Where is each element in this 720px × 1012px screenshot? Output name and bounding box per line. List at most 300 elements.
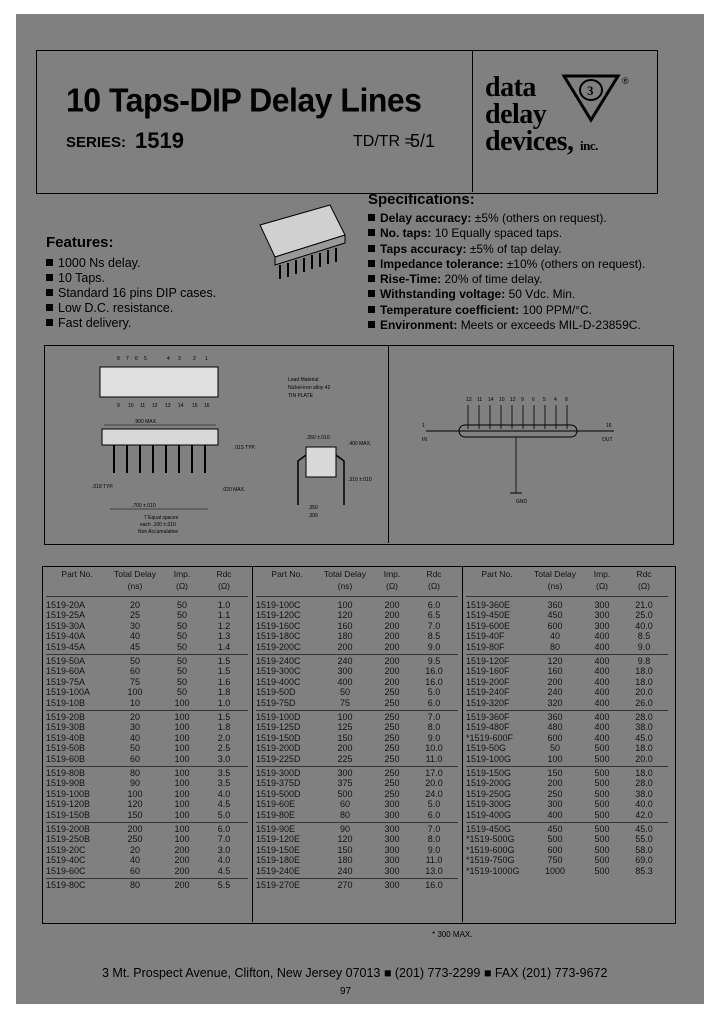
column-header-label: Total Delay	[323, 569, 367, 579]
part-number-cell: 1519-20B	[46, 712, 86, 722]
table-cell: 1000	[544, 865, 566, 876]
part-number-cell: 1519-160C	[256, 620, 301, 631]
feature-item: 1000 Ns delay.	[46, 256, 216, 271]
column-header-label: Part No.	[481, 569, 513, 579]
mechanical-and-schematic-diagram	[44, 345, 672, 543]
table-cell: 300	[337, 666, 353, 677]
table-cell: 9.8	[637, 656, 651, 666]
column-header	[110, 568, 160, 598]
footnote: * 300 MAX.	[432, 930, 473, 939]
table-cell: 250	[384, 743, 400, 754]
part-number-cell: 1519-90E	[256, 824, 296, 834]
table-cell: 9.0	[427, 844, 441, 855]
table-cell: 150	[547, 768, 563, 778]
table-cell: 11.0	[425, 753, 443, 764]
table-cell: 100	[174, 743, 190, 754]
table-cell: 250	[384, 697, 400, 708]
table-cell: 100	[174, 712, 190, 722]
table-cell: 150	[127, 809, 143, 820]
table-cell: 50	[176, 600, 187, 610]
table-cell: 4.0	[217, 788, 231, 799]
table-cell: 20.0	[635, 753, 653, 764]
table-cell: 40	[129, 631, 140, 642]
table-cell: 3.5	[217, 778, 231, 789]
table-cell: 120	[337, 610, 353, 621]
table-cell: 200	[127, 824, 143, 834]
part-number-cell: 1519-75D	[256, 697, 296, 708]
feature-item: Standard 16 pins DIP cases.	[46, 286, 216, 301]
table-cell: 480	[547, 722, 563, 733]
part-number-cell: 1519-45A	[46, 641, 86, 652]
table-cell: 400	[594, 676, 610, 687]
table-cell: 300	[594, 600, 610, 610]
part-number-cell: 1519-75A	[46, 676, 86, 687]
table-cell: 200	[384, 656, 400, 666]
part-number-cell: 1519-60B	[46, 753, 86, 764]
table-cell: 18.0	[635, 743, 653, 754]
table-cell: 6.0	[427, 809, 441, 820]
table-cell: 18.0	[635, 676, 653, 687]
table-cell: 400	[594, 656, 610, 666]
ratio-value: 5/1	[410, 131, 436, 151]
table-cell: 250	[547, 788, 563, 799]
table-cell: 200	[384, 641, 400, 652]
part-number-cell: 1519-240F	[466, 687, 510, 698]
part-number-cell: 1519-200C	[256, 641, 301, 652]
table-cell: 750	[547, 855, 563, 866]
table-cell: 500	[594, 753, 610, 764]
part-number-cell: 1519-120B	[46, 799, 91, 810]
column-header	[46, 568, 108, 598]
table-cell: 250	[127, 834, 143, 845]
part-number-cell: 1519-480F	[466, 722, 510, 733]
feature-item: Low D.C. resistance.	[46, 301, 216, 316]
part-number-cell: 1519-40F	[466, 631, 505, 642]
table-cell: 8.0	[427, 834, 441, 845]
svg-text:8: 8	[565, 397, 568, 403]
header-rule	[466, 596, 668, 597]
package-top-view	[100, 367, 218, 397]
table-cell: 30	[129, 620, 140, 631]
table-cell: 300	[384, 809, 400, 820]
equal-spaces-note-3: Non Accumulative	[138, 529, 179, 535]
part-number-cell: 1519-200D	[256, 743, 301, 754]
table-cell: 300	[384, 855, 400, 866]
svg-text:9: 9	[117, 403, 120, 409]
features-list	[46, 256, 216, 331]
column-header	[414, 568, 454, 598]
svg-text:7: 7	[126, 356, 129, 362]
table-cell: 75	[339, 697, 350, 708]
table-cell: 1.3	[217, 631, 231, 642]
svg-text:6: 6	[135, 356, 138, 362]
part-number-cell: 1519-50B	[46, 743, 86, 754]
table-cell: 125	[337, 722, 353, 733]
spec-item: No. taps: 10 Equally spaced taps.	[368, 226, 645, 241]
part-number-cell: 1519-40A	[46, 631, 86, 642]
part-number-cell: 1519-150D	[256, 732, 301, 743]
schematic-in-label: IN	[422, 437, 427, 443]
table-column-divider	[462, 566, 463, 922]
part-number-cell: 1519-120F	[466, 656, 510, 666]
svg-text:14: 14	[488, 397, 494, 403]
svg-text:12: 12	[152, 403, 158, 409]
part-number-cell: 1519-150B	[46, 809, 91, 820]
table-cell: 500	[594, 768, 610, 778]
part-number-cell: 1519-50A	[46, 656, 86, 666]
table-cell: 200	[384, 600, 400, 610]
part-number-cell: 1519-40B	[46, 732, 86, 743]
part-number-cell: 1519-30A	[46, 620, 86, 631]
part-number-cell: 1519-270E	[256, 880, 301, 890]
svg-text:3: 3	[178, 356, 181, 362]
pin-leads	[114, 445, 205, 473]
row-group-rule	[46, 878, 248, 879]
registered-mark: ®	[622, 76, 629, 86]
part-number-cell: 1519-400G	[466, 809, 512, 820]
table-cell: 400	[594, 697, 610, 708]
table-cell: 50	[176, 631, 187, 642]
part-number-cell: 1519-240C	[256, 656, 301, 666]
table-cell: 100	[174, 834, 190, 845]
specifications-list	[368, 211, 645, 333]
table-cell: 200	[174, 844, 190, 855]
table-cell: 50	[129, 743, 140, 754]
part-number-cell: 1519-240E	[256, 865, 301, 876]
svg-text:12: 12	[510, 397, 516, 403]
table-cell: 240	[337, 865, 353, 876]
part-number-cell: 1519-450G	[466, 824, 512, 834]
part-number-cell: 1519-600E	[466, 620, 511, 631]
row-group-rule	[46, 654, 248, 655]
part-number-cell: 1519-100A	[46, 687, 91, 698]
table-cell: 16.0	[425, 880, 443, 890]
table-cell: 450	[547, 824, 563, 834]
table-cell: 5.0	[217, 809, 231, 820]
pin-numbers-top	[117, 356, 208, 362]
part-number-cell: 1519-100B	[46, 788, 91, 799]
part-number-cell: 1519-200G	[466, 778, 512, 789]
part-number-cell: 1519-20C	[46, 844, 86, 855]
row-group-rule	[256, 822, 458, 823]
table-cell: 300	[384, 844, 400, 855]
part-number-cell: 1519-250B	[46, 834, 91, 845]
table-cell: 100	[174, 722, 190, 733]
table-cell: 100	[337, 600, 353, 610]
table-cell: 100	[174, 778, 190, 789]
table-cell: 50	[176, 620, 187, 631]
column-header	[466, 568, 528, 598]
part-number-cell: 1519-360F	[466, 712, 510, 722]
column-header-unit: (ns)	[547, 581, 563, 591]
column-header-unit: (Ω)	[175, 581, 188, 591]
table-cell: 300	[384, 799, 400, 810]
part-number-cell: 1519-450E	[466, 610, 511, 621]
table-cell: 200	[337, 641, 353, 652]
feature-item: Fast delivery.	[46, 316, 216, 331]
table-cell: 300	[337, 768, 353, 778]
svg-text:9: 9	[521, 397, 524, 403]
svg-text:2: 2	[193, 356, 196, 362]
table-cell: 17.0	[425, 768, 443, 778]
svg-text:5: 5	[144, 356, 147, 362]
part-number-cell: 1519-160F	[466, 666, 510, 677]
part-number-cell: 1519-60E	[256, 799, 296, 810]
part-number-cell: 1519-60C	[46, 865, 86, 876]
table-cell: 11.0	[425, 855, 443, 866]
part-number-cell: 1519-125D	[256, 722, 301, 733]
table-cell: 225	[337, 753, 353, 764]
part-number-cell: 1519-150G	[466, 768, 512, 778]
table-cell: 200	[547, 676, 563, 687]
part-number-cell: 1519-30B	[46, 722, 86, 733]
column-header-label: Imp.	[383, 569, 401, 579]
column-header-label: Part No.	[61, 569, 93, 579]
table-cell: 40	[129, 732, 140, 743]
table-cell: 400	[547, 809, 563, 820]
series-label: SERIES:	[66, 134, 127, 151]
table-cell: 250	[384, 768, 400, 778]
table-cell: 42.0	[635, 809, 653, 820]
column-header-unit: (Ω)	[595, 581, 608, 591]
svg-text:10: 10	[499, 397, 505, 403]
table-cell: 1.4	[217, 641, 231, 652]
svg-text:4: 4	[554, 397, 557, 403]
column-header-unit: (ns)	[337, 581, 353, 591]
part-number-cell: *1519-750G	[466, 855, 515, 866]
table-cell: 500	[594, 743, 610, 754]
column-header	[256, 568, 318, 598]
table-cell: 250	[384, 722, 400, 733]
table-cell: 400	[594, 722, 610, 733]
part-number-cell: 1519-100C	[256, 600, 301, 610]
table-cell: 16.0	[425, 666, 443, 677]
table-cell: 200	[174, 865, 190, 876]
table-cell: 80	[549, 641, 560, 652]
part-number-cell: 1519-400C	[256, 676, 301, 687]
part-number-cell: 1519-360E	[466, 600, 511, 610]
spec-item: Taps accuracy: ±5% of tap delay.	[368, 242, 645, 257]
table-cell: 100	[174, 824, 190, 834]
table-cell: 50	[339, 687, 350, 698]
table-cell: 400	[594, 641, 610, 652]
table-cell: 9.5	[427, 656, 441, 666]
table-cell: 21.0	[635, 600, 653, 610]
table-cell: 18.0	[635, 666, 653, 677]
table-cell: 30	[129, 722, 140, 733]
svg-text:11: 11	[140, 403, 146, 409]
table-cell: 360	[547, 712, 563, 722]
table-cell: 80	[339, 809, 350, 820]
table-cell: 4.5	[217, 799, 231, 810]
table-cell: 100	[174, 788, 190, 799]
table-cell: 50	[176, 610, 187, 621]
dim-400-max: .400 MAX.	[348, 441, 372, 447]
table-cell: 600	[547, 732, 563, 743]
table-cell: 200	[174, 880, 190, 890]
logo-line-1: data	[485, 72, 536, 103]
table-cell: 60	[339, 799, 350, 810]
table-cell: 38.0	[635, 722, 653, 733]
part-number-cell: 1519-10B	[46, 697, 86, 708]
row-group-rule	[46, 822, 248, 823]
table-cell: 4.5	[217, 865, 231, 876]
table-cell: 400	[594, 687, 610, 698]
table-cell: 40.0	[635, 620, 653, 631]
table-cell: 28.0	[635, 778, 653, 789]
table-cell: 4.0	[217, 855, 231, 866]
table-cell: 50	[176, 656, 187, 666]
table-cell: 1.8	[217, 722, 231, 733]
table-cell: 300	[384, 880, 400, 890]
column-header-unit: (Ω)	[427, 581, 440, 591]
column-header-label: Total Delay	[113, 569, 157, 579]
table-cell: 58.0	[635, 844, 653, 855]
schematic-out-label: OUT	[602, 437, 613, 443]
column-header	[582, 568, 622, 598]
table-cell: 28.0	[635, 712, 653, 722]
table-cell: 38.0	[635, 788, 653, 799]
dim-310: .310 ±.010	[348, 477, 372, 483]
table-cell: 100	[174, 732, 190, 743]
row-group-rule	[466, 766, 668, 767]
part-number-cell: 1519-100D	[256, 712, 301, 722]
table-cell: 250	[384, 732, 400, 743]
part-number-cell: 1519-180C	[256, 631, 301, 642]
part-number-cell: 1519-50D	[256, 687, 296, 698]
table-cell: 200	[384, 610, 400, 621]
part-number-cell: 1519-60A	[46, 666, 86, 677]
part-number-cell: *1519-600G	[466, 844, 515, 855]
table-cell: 7.0	[427, 712, 441, 722]
column-header	[372, 568, 412, 598]
equal-spaces-note: 7 Equal spaces	[144, 515, 179, 521]
table-cell: 1.1	[217, 610, 231, 621]
svg-text:15: 15	[192, 403, 198, 409]
table-cell: 200	[384, 666, 400, 677]
table-cell: 13.0	[425, 865, 443, 876]
table-cell: 26.0	[635, 697, 653, 708]
table-cell: 100	[174, 809, 190, 820]
part-number-cell: 1519-375D	[256, 778, 301, 789]
dim-300: .300	[308, 513, 318, 519]
table-cell: 300	[384, 834, 400, 845]
table-cell: 400	[594, 712, 610, 722]
table-cell: 8.5	[427, 631, 441, 642]
table-cell: 18.0	[635, 768, 653, 778]
column-header-label: Rdc	[216, 569, 232, 579]
table-cell: 500	[594, 855, 610, 866]
row-group-rule	[46, 710, 248, 711]
table-cell: 50	[176, 666, 187, 677]
part-number-cell: 1519-120C	[256, 610, 301, 621]
table-cell: 69.0	[635, 855, 653, 866]
spec-item: Rise-Time: 20% of time delay.	[368, 272, 645, 287]
table-cell: 180	[337, 631, 353, 642]
schematic-in-pin: 1	[422, 423, 425, 429]
spec-item: Temperature coefficient: 100 PPM/°C.	[368, 303, 645, 318]
dim-018: .018 TYP.	[92, 484, 114, 490]
table-cell: 250	[384, 788, 400, 799]
table-cell: 120	[337, 834, 353, 845]
dip-package-illustration	[250, 195, 350, 295]
table-cell: 250	[384, 687, 400, 698]
table-cell: 25.0	[635, 610, 653, 621]
part-number-cell: 1519-200B	[46, 824, 91, 834]
table-cell: 1.5	[217, 656, 231, 666]
svg-text:10: 10	[128, 403, 134, 409]
table-group-1	[44, 566, 250, 922]
table-column-divider	[252, 566, 253, 922]
table-cell: 1.6	[217, 676, 231, 687]
table-cell: 5.5	[217, 880, 231, 890]
table-cell: 250	[384, 753, 400, 764]
table-cell: 600	[547, 620, 563, 631]
lead-plating: TIN PLATE	[288, 393, 313, 399]
dim-700: .700 ±.010	[132, 503, 156, 509]
table-cell: 200	[547, 778, 563, 789]
schematic-gnd-label: GND	[516, 499, 528, 505]
row-group-rule	[466, 710, 668, 711]
part-number-cell: 1519-150E	[256, 844, 301, 855]
table-cell: 500	[594, 778, 610, 789]
part-number-cell: 1519-50G	[466, 743, 507, 754]
spec-item: Delay accuracy: ±5% (others on request).	[368, 211, 645, 226]
table-cell: 60	[129, 666, 140, 677]
row-group-rule	[256, 710, 458, 711]
column-header-label: Part No.	[271, 569, 303, 579]
part-number-cell: 1519-200F	[466, 676, 510, 687]
table-cell: 1.0	[217, 600, 231, 610]
table-cell: 300	[384, 865, 400, 876]
svg-text:1: 1	[205, 356, 208, 362]
table-cell: 5.0	[427, 799, 441, 810]
table-cell: 8.0	[427, 722, 441, 733]
column-header-unit: (Ω)	[637, 581, 650, 591]
table-cell: 100	[127, 687, 143, 698]
table-cell: 5.0	[427, 687, 441, 698]
table-cell: 7.0	[427, 620, 441, 631]
table-cell: 200	[384, 631, 400, 642]
table-cell: 7.0	[427, 824, 441, 834]
table-cell: 400	[594, 631, 610, 642]
logo-emblem-icon	[560, 70, 632, 126]
column-header-label: Imp.	[593, 569, 611, 579]
header-rule	[256, 596, 458, 597]
package-end-view	[306, 447, 336, 477]
table-cell: 300	[594, 620, 610, 631]
svg-text:14: 14	[178, 403, 184, 409]
table-cell: 200	[337, 743, 353, 754]
feature-item: 10 Taps.	[46, 271, 216, 286]
part-number-cell: *1519-1000G	[466, 865, 520, 876]
row-group-rule	[256, 878, 458, 879]
table-cell: 90	[129, 778, 140, 789]
part-number-cell: 1519-225D	[256, 753, 301, 764]
table-cell: 150	[337, 732, 353, 743]
table-cell: 100	[174, 697, 190, 708]
ratio-label: TD/TR =	[353, 133, 414, 150]
part-number-cell: 1519-80C	[46, 880, 86, 890]
table-cell: 300	[594, 610, 610, 621]
table-cell: 6.0	[427, 697, 441, 708]
table-cell: 150	[337, 844, 353, 855]
table-cell: 100	[174, 799, 190, 810]
table-cell: 6.5	[427, 610, 441, 621]
column-header-unit: (Ω)	[217, 581, 230, 591]
table-cell: 500	[594, 834, 610, 845]
table-cell: 60	[129, 865, 140, 876]
